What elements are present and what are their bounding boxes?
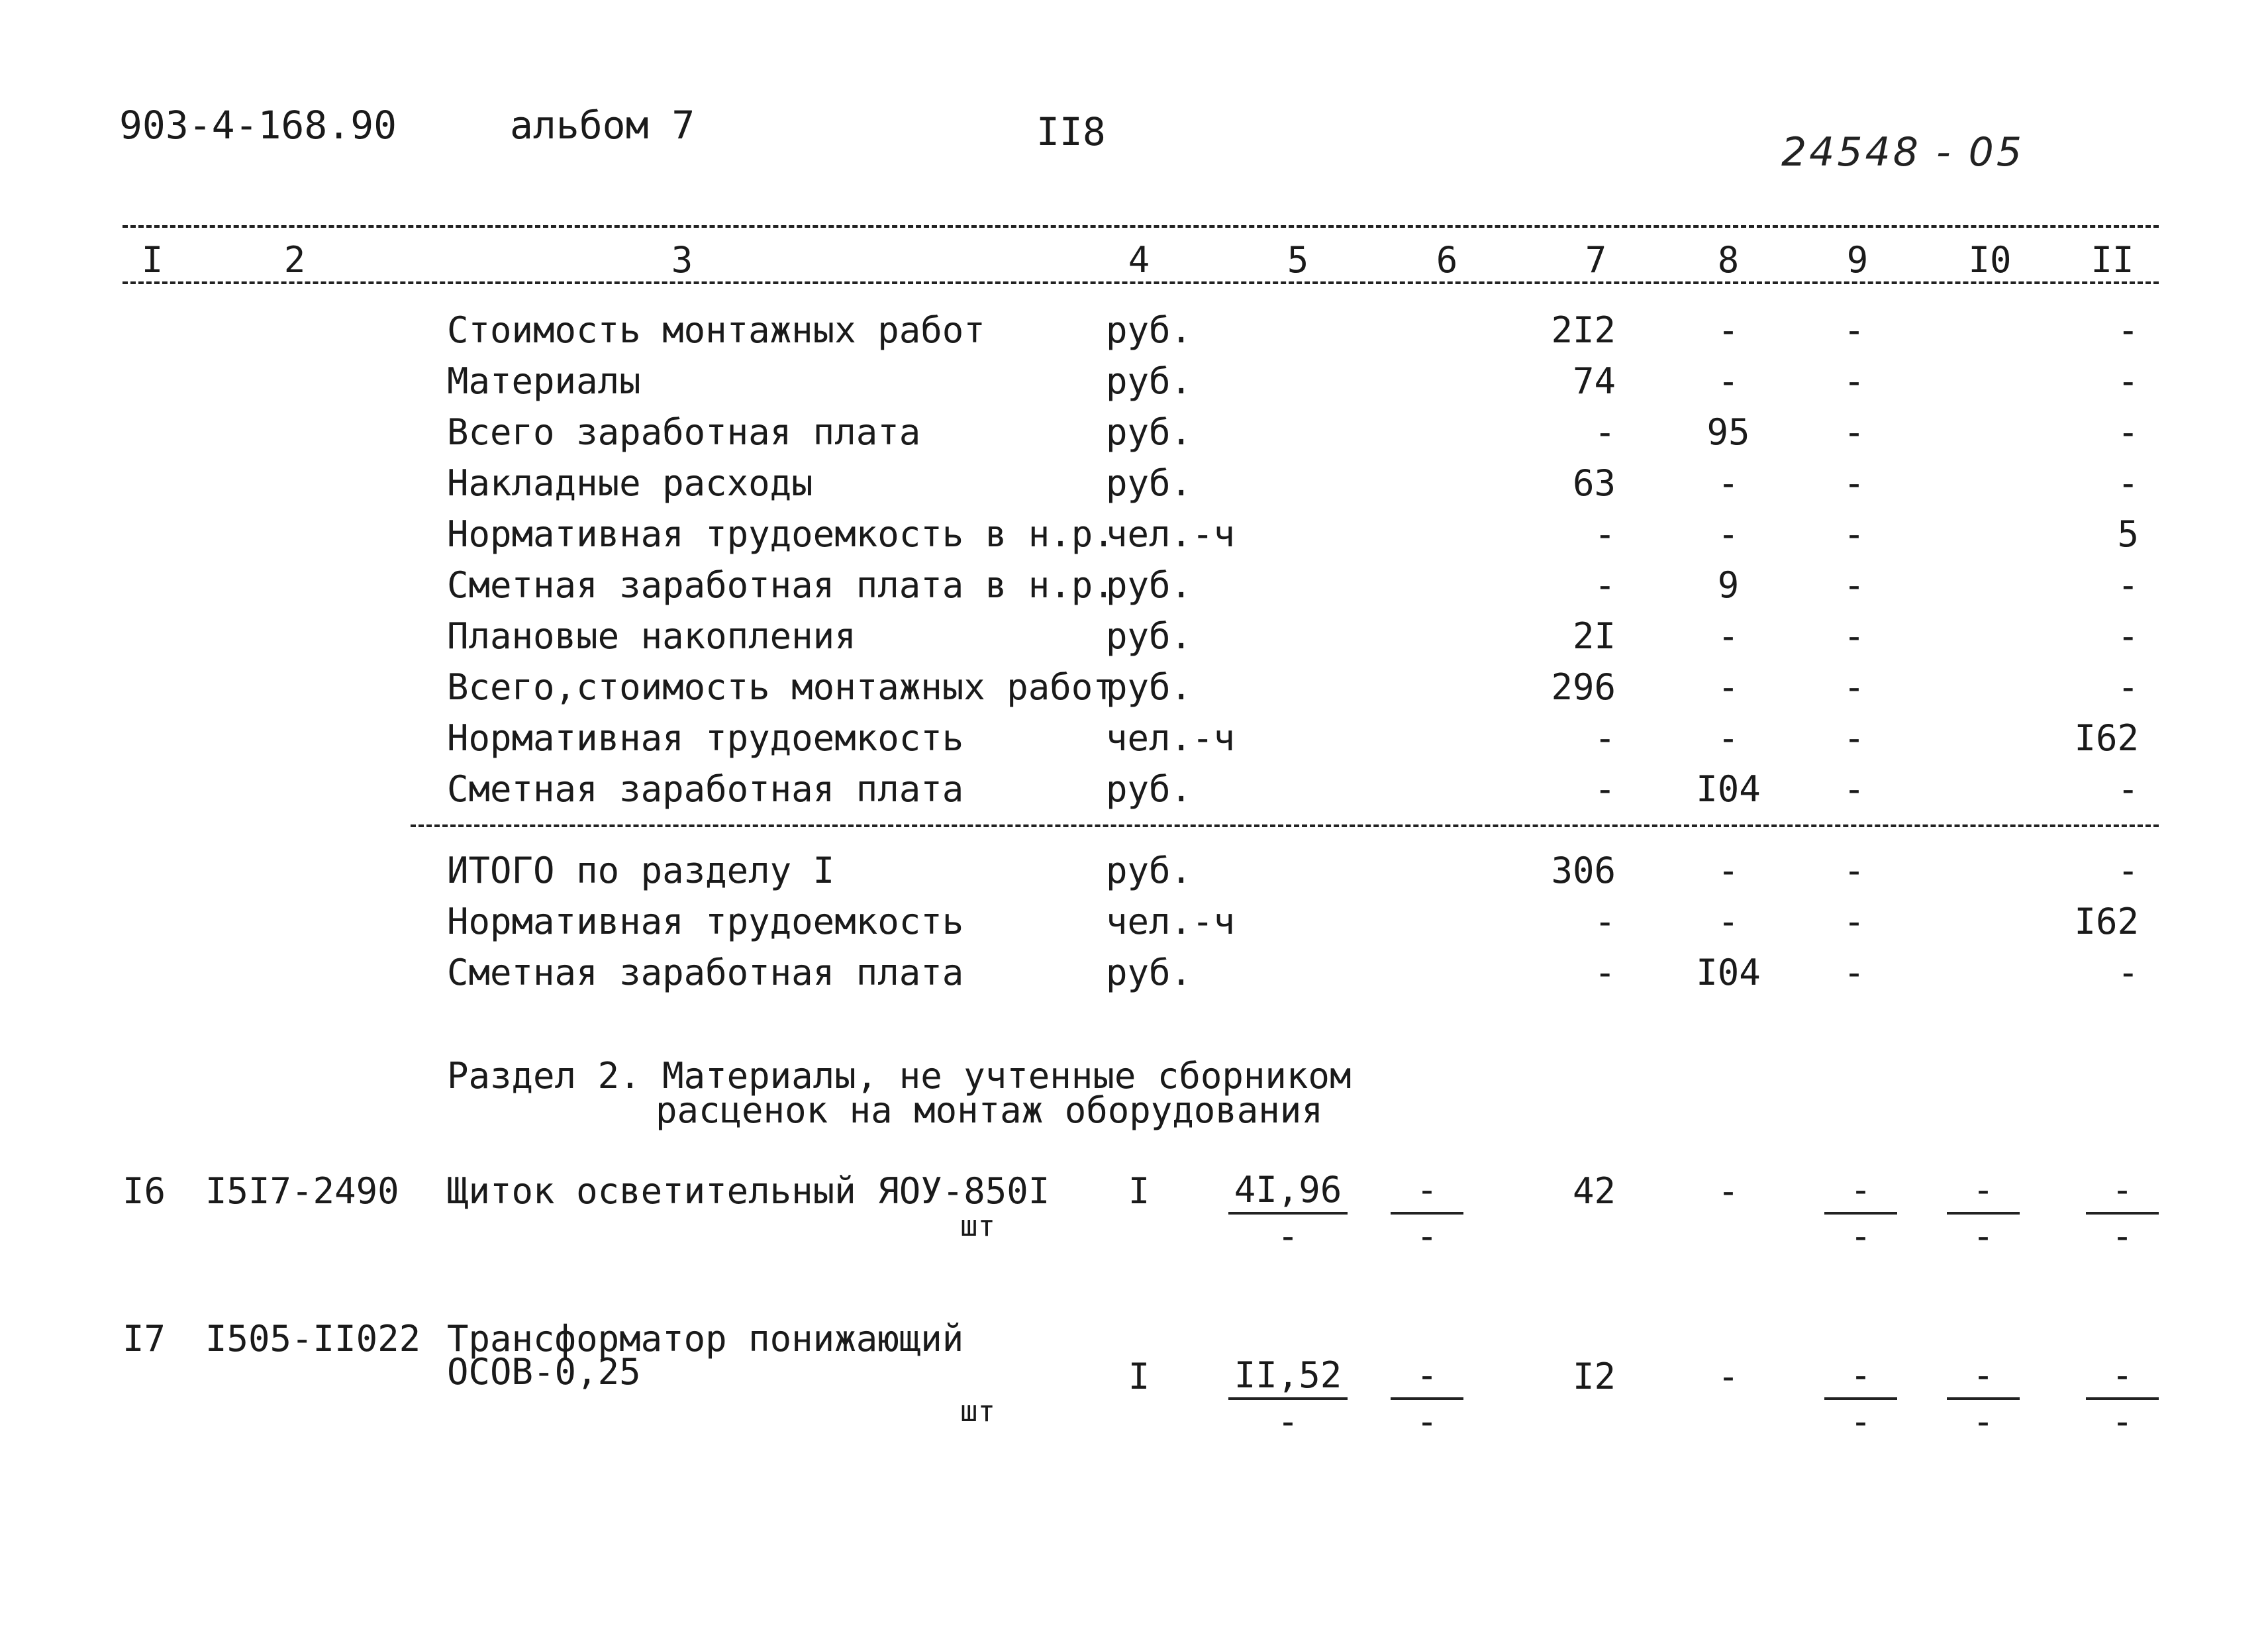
item-col7: I2 — [1572, 1356, 1616, 1397]
col6-denominator: - — [1416, 1401, 1438, 1442]
total-col8: - — [1717, 901, 1740, 942]
row-unit: чел.-ч — [1106, 513, 1236, 555]
row-col9: - — [1843, 768, 1865, 810]
col-header-2: 2 — [283, 239, 306, 281]
fraction-bar — [1947, 1397, 2020, 1400]
row-col7: 74 — [1572, 360, 1616, 402]
section2-title-line1: Раздел 2. Материалы, не учтенные сборником — [447, 1055, 1352, 1097]
row-col8: I04 — [1696, 768, 1761, 810]
item-qty: I — [1128, 1170, 1150, 1212]
row-unit: руб. — [1106, 564, 1193, 606]
total-name: ИТОГО по разделу I — [447, 850, 835, 891]
total-col11: - — [2117, 952, 2139, 993]
item-number: I7 — [123, 1318, 166, 1360]
item-col9-fraction — [1824, 1169, 1897, 1257]
col11-numerator: - — [2111, 1354, 2134, 1396]
row-col9: - — [1843, 411, 1865, 453]
item-number: I6 — [123, 1170, 166, 1212]
item-price-fraction — [1228, 1354, 1348, 1442]
table-header-dashline — [123, 281, 2159, 284]
col6-denominator: - — [1416, 1215, 1438, 1257]
col-header-9: 9 — [1846, 239, 1869, 281]
total-col7: 306 — [1551, 850, 1616, 891]
row-name: Материалы — [447, 360, 641, 402]
item-col6-fraction — [1391, 1354, 1463, 1442]
col-header-3: 3 — [671, 239, 693, 281]
row-col8: - — [1717, 513, 1740, 555]
col11-denominator: - — [2111, 1215, 2134, 1257]
row-name: Всего,стоимость монтажных работ — [447, 666, 1114, 708]
row-unit: руб. — [1106, 462, 1193, 504]
col6-numerator: - — [1416, 1354, 1438, 1396]
fraction-bar — [1824, 1397, 1897, 1400]
item-col8: - — [1717, 1356, 1740, 1397]
row-col8: - — [1717, 666, 1740, 708]
row-col8: - — [1717, 717, 1740, 759]
row-col9: - — [1843, 513, 1865, 555]
col6-numerator: - — [1416, 1169, 1438, 1211]
row-col7: - — [1594, 717, 1616, 759]
col9-denominator: - — [1849, 1215, 1872, 1257]
row-col8: - — [1717, 462, 1740, 504]
col11-numerator: - — [2111, 1169, 2134, 1211]
fraction-bar — [1391, 1397, 1463, 1400]
row-col11: - — [2117, 309, 2139, 351]
total-name: Сметная заработная плата — [447, 952, 964, 993]
col11-denominator: - — [2111, 1401, 2134, 1442]
row-col8: - — [1717, 360, 1740, 402]
fraction-bar — [1228, 1397, 1348, 1400]
item-col8: - — [1717, 1170, 1740, 1212]
item-unit: шт — [960, 1209, 995, 1243]
total-col7: - — [1594, 952, 1616, 993]
total-col8: - — [1717, 850, 1740, 891]
col-header-7: 7 — [1585, 239, 1607, 281]
fraction-bar — [2086, 1212, 2159, 1215]
page-number: II8 — [1036, 109, 1106, 154]
col-header-11: II — [2091, 239, 2134, 281]
row-name: Нормативная трудоемкость в н.р. — [447, 513, 1114, 555]
row-col7: - — [1594, 513, 1616, 555]
row-unit: руб. — [1106, 768, 1193, 810]
col-header-6: 6 — [1436, 239, 1458, 281]
row-col7: - — [1594, 411, 1616, 453]
col10-denominator: - — [1972, 1215, 1995, 1257]
row-col11: I62 — [2074, 717, 2139, 759]
row-unit: руб. — [1106, 360, 1193, 402]
row-col9: - — [1843, 462, 1865, 504]
col-header-4: 4 — [1128, 239, 1150, 281]
total-col9: - — [1843, 901, 1865, 942]
row-col11: - — [2117, 411, 2139, 453]
item-price-fraction — [1228, 1169, 1348, 1257]
col9-numerator: - — [1849, 1354, 1872, 1396]
fraction-bar — [1947, 1212, 2020, 1215]
item-name: Трансформатор понижающий — [447, 1318, 964, 1360]
row-col11: 5 — [2117, 513, 2139, 555]
fraction-bar — [2086, 1397, 2159, 1400]
total-col9: - — [1843, 952, 1865, 993]
row-name: Стоимость монтажных работ — [447, 309, 985, 351]
fraction-bar — [1391, 1212, 1463, 1215]
row-col9: - — [1843, 717, 1865, 759]
item-col10-fraction — [1947, 1169, 2020, 1257]
row-col7: - — [1594, 768, 1616, 810]
col9-numerator: - — [1849, 1169, 1872, 1211]
price-denominator: - — [1277, 1215, 1299, 1257]
total-col11: - — [2117, 850, 2139, 891]
price-value: II,52 — [1234, 1354, 1342, 1396]
row-unit: чел.-ч — [1106, 717, 1236, 759]
row-col9: - — [1843, 615, 1865, 657]
total-col8: I04 — [1696, 952, 1761, 993]
total-unit: чел.-ч — [1106, 901, 1236, 942]
col-header-10: I0 — [1968, 239, 2012, 281]
row-col11: - — [2117, 666, 2139, 708]
item-col6-fraction — [1391, 1169, 1463, 1257]
total-name: Нормативная трудоемкость — [447, 901, 964, 942]
item-col11-fraction — [2086, 1354, 2159, 1442]
col-header-1: I — [141, 239, 164, 281]
row-col9: - — [1843, 666, 1865, 708]
item-name: Щиток осветительный ЯОУ-850I — [447, 1170, 1050, 1212]
section2-title-line2: расценок на монтаж оборудования — [656, 1089, 1323, 1131]
totals-separator-dashline — [411, 824, 2159, 827]
item-col11-fraction — [2086, 1169, 2159, 1257]
item-name-line2: ОСОВ-0,25 — [447, 1351, 641, 1393]
row-col9: - — [1843, 360, 1865, 402]
col9-denominator: - — [1849, 1401, 1872, 1442]
fraction-bar — [1228, 1212, 1348, 1215]
row-col11: - — [2117, 360, 2139, 402]
fraction-bar — [1824, 1212, 1897, 1215]
total-col11: I62 — [2074, 901, 2139, 942]
item-col10-fraction — [1947, 1354, 2020, 1442]
item-qty: I — [1128, 1356, 1150, 1397]
col10-numerator: - — [1972, 1354, 1995, 1396]
row-col8: - — [1717, 309, 1740, 351]
handwritten-number: 24548 - 05 — [1781, 129, 2025, 175]
item-code: I505-II022 — [205, 1318, 421, 1360]
item-code: I5I7-2490 — [205, 1170, 399, 1212]
row-col7: 63 — [1572, 462, 1616, 504]
row-name: Сметная заработная плата в н.р. — [447, 564, 1114, 606]
item-col9-fraction — [1824, 1354, 1897, 1442]
row-col11: - — [2117, 768, 2139, 810]
col10-denominator: - — [1972, 1401, 1995, 1442]
item-unit: шт — [960, 1395, 995, 1428]
total-col9: - — [1843, 850, 1865, 891]
row-name: Сметная заработная плата — [447, 768, 964, 810]
row-unit: руб. — [1106, 615, 1193, 657]
total-unit: руб. — [1106, 850, 1193, 891]
row-col9: - — [1843, 309, 1865, 351]
row-col11: - — [2117, 564, 2139, 606]
row-col11: - — [2117, 462, 2139, 504]
row-col8: - — [1717, 615, 1740, 657]
total-unit: руб. — [1106, 952, 1193, 993]
total-col7: - — [1594, 901, 1616, 942]
table-top-dashline — [123, 225, 2159, 228]
row-col11: - — [2117, 615, 2139, 657]
col-header-5: 5 — [1287, 239, 1309, 281]
price-value: 4I,96 — [1234, 1169, 1342, 1211]
row-col7: 2I — [1572, 615, 1616, 657]
col10-numerator: - — [1972, 1169, 1995, 1211]
row-col7: 296 — [1551, 666, 1616, 708]
row-col7: 2I2 — [1551, 309, 1616, 351]
row-name: Нормативная трудоемкость — [447, 717, 964, 759]
row-col9: - — [1843, 564, 1865, 606]
price-denominator: - — [1277, 1401, 1299, 1442]
document-code: 903-4-168.90 — [119, 103, 397, 148]
row-col8: 9 — [1717, 564, 1740, 606]
item-col7: 42 — [1572, 1170, 1616, 1212]
row-col7: - — [1594, 564, 1616, 606]
row-unit: руб. — [1106, 309, 1193, 351]
row-name: Всего заработная плата — [447, 411, 921, 453]
col-header-8: 8 — [1717, 239, 1740, 281]
row-unit: руб. — [1106, 666, 1193, 708]
row-name: Плановые накопления — [447, 615, 856, 657]
album-label: альбом 7 — [510, 103, 695, 148]
row-col8: 95 — [1706, 411, 1750, 453]
row-unit: руб. — [1106, 411, 1193, 453]
row-name: Накладные расходы — [447, 462, 813, 504]
